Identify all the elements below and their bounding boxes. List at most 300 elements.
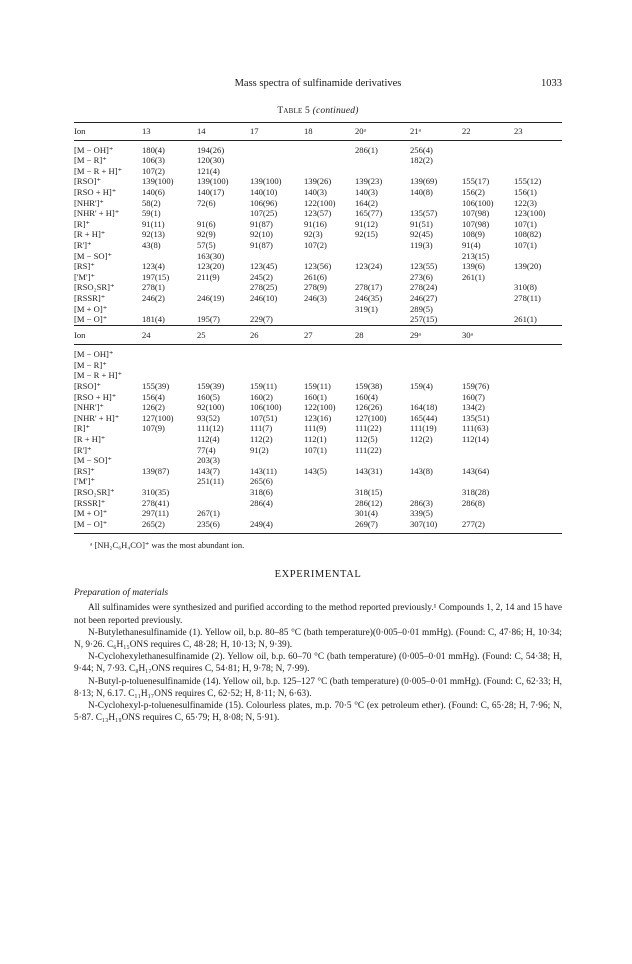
intensity-cell <box>193 304 246 315</box>
intensity-cell <box>510 251 562 262</box>
intensity-cell: 57(5) <box>197 239 216 250</box>
column-header-compound: 28 <box>355 329 364 340</box>
mass-spectra-table <box>74 122 562 529</box>
intensity-cell <box>406 345 458 360</box>
intensity-cell <box>138 370 193 381</box>
intensity-cell: 286(8) <box>462 497 485 508</box>
section-heading: EXPERIMENTAL <box>274 569 362 581</box>
intensity-cell: 139(69) <box>410 176 438 187</box>
table-caption <box>74 106 562 122</box>
intensity-cell: 93(52) <box>197 412 220 423</box>
ion-label: [R']⁺ <box>74 239 92 250</box>
intensity-cell <box>246 304 300 315</box>
column-header-compound: 18 <box>304 126 313 136</box>
intensity-cell <box>458 445 510 456</box>
ion-label: [RSO]⁺ <box>74 381 101 392</box>
intensity-cell: 111(63) <box>462 423 489 434</box>
table-row <box>74 498 562 509</box>
intensity-cell: 278(9) <box>304 282 327 293</box>
ion-label: [R]⁺ <box>74 218 90 229</box>
column-header-ion: Ion <box>74 329 86 340</box>
ion-label: [NHR' + H]⁺ <box>74 412 120 423</box>
ion-label: [NHR' + H]⁺ <box>74 208 120 219</box>
intensity-cell <box>510 166 562 177</box>
intensity-cell <box>138 455 193 466</box>
table-row <box>74 445 562 456</box>
table-row <box>74 187 562 198</box>
intensity-cell <box>458 155 510 166</box>
intensity-cell <box>138 360 193 371</box>
intensity-cell: 273(6) <box>410 271 433 282</box>
intensity-cell <box>193 487 246 498</box>
column-header-compound: 13 <box>142 126 151 136</box>
intensity-cell: 246(19) <box>197 292 225 303</box>
table-row <box>74 413 562 424</box>
intensity-cell: 246(35) <box>355 292 383 303</box>
intensity-cell: 261(6) <box>304 271 327 282</box>
intensity-cell: 127(100) <box>142 412 174 423</box>
intensity-cell: 278(25) <box>250 282 278 293</box>
table-row <box>74 219 562 230</box>
intensity-cell <box>300 140 351 155</box>
intensity-cell <box>351 240 406 251</box>
intensity-cell: 140(8) <box>410 186 433 197</box>
intensity-cell: 111(9) <box>304 423 327 434</box>
intensity-cell: 159(39) <box>197 381 225 392</box>
page-number: 1033 <box>541 78 562 89</box>
intensity-cell: 139(100) <box>197 176 229 187</box>
intensity-cell: 107(51) <box>250 412 278 423</box>
ion-label: [RSSR]⁺ <box>74 292 106 303</box>
intensity-cell: 121(4) <box>197 165 220 176</box>
intensity-cell <box>351 272 406 283</box>
intensity-cell: 111(12) <box>197 423 224 434</box>
table-row <box>74 466 562 477</box>
table-row <box>74 176 562 187</box>
intensity-cell: 92(45) <box>410 229 433 240</box>
intensity-cell: 160(7) <box>462 391 485 402</box>
intensity-cell: 143(64) <box>462 465 490 476</box>
intensity-cell: 111(7) <box>250 423 273 434</box>
table-row <box>74 272 562 283</box>
ion-label: [M − O]⁺ <box>74 518 108 529</box>
paragraph: N-Cyclohexylethanesulfinamide (2). Yellow oil, b.p. 60–70 °C (bath temperature) (0·005–0·01 mmHg). (Found: C, 54·38; H, 9·44; N, 7·93. C₈H₁₇ONS requires C, 54·81; H, 9·78; N, 7·99). <box>74 652 562 675</box>
running-header <box>74 78 562 96</box>
intensity-cell: 277(2) <box>462 518 485 529</box>
intensity-cell: 278(24) <box>410 282 438 293</box>
intensity-cell: 111(19) <box>410 423 437 434</box>
intensity-cell: 59(1) <box>142 208 161 219</box>
intensity-cell: 155(17) <box>462 176 490 187</box>
ion-label: [M − SO]⁺ <box>74 250 113 261</box>
intensity-cell: 91(12) <box>355 218 378 229</box>
ion-label: [RSO + H]⁺ <box>74 391 117 402</box>
column-header-compound: 22 <box>462 126 471 136</box>
intensity-cell: 107(2) <box>304 239 327 250</box>
intensity-cell: 159(11) <box>250 381 277 392</box>
intensity-cell <box>300 370 351 381</box>
intensity-cell: 112(1) <box>304 434 327 445</box>
intensity-cell: 286(3) <box>410 497 433 508</box>
intensity-cell: 140(3) <box>304 186 327 197</box>
paragraph: N-Butylethanesulfinamide (1). Yellow oil, b.p. 80–85 °C (bath temperature)(0·005–0·01 mmHg). (Found: C, 47·86; H, 10·34; N, 9·26. C₆H₁₅ONS requires C, 48·28; H, 10·13; N, 9·39). <box>74 627 562 650</box>
intensity-cell: 123(57) <box>304 208 332 219</box>
paragraph: All sulfinamides were synthesized and purified according to the method reported previously.¹ Compounds 1, 2, 14 and 15 have not been reported previously. <box>74 603 562 626</box>
intensity-cell <box>510 487 562 498</box>
intensity-cell: 181(4) <box>142 314 165 325</box>
table-row <box>74 261 562 272</box>
intensity-cell: 107(25) <box>250 208 278 219</box>
column-header-compound: 23 <box>514 126 523 136</box>
intensity-cell: 122(100) <box>304 402 336 413</box>
intensity-cell <box>406 455 458 466</box>
intensity-cell <box>406 251 458 262</box>
intensity-cell: 307(10) <box>410 518 438 529</box>
intensity-cell: 229(7) <box>250 314 273 325</box>
intensity-cell: 165(44) <box>410 412 438 423</box>
intensity-cell <box>458 304 510 315</box>
intensity-cell: 143(11) <box>250 465 277 476</box>
subsection-heading: Preparation of materials <box>74 588 169 599</box>
ion-label: [NHR']⁺ <box>74 402 104 413</box>
intensity-cell: 92(13) <box>142 229 165 240</box>
intensity-cell <box>246 166 300 177</box>
table-row <box>74 166 562 177</box>
intensity-cell: 126(26) <box>355 402 383 413</box>
ion-label: [R + H]⁺ <box>74 229 106 240</box>
column-header-ion: Ion <box>74 126 86 136</box>
column-header-compound: 21ᵃ <box>410 126 421 136</box>
intensity-cell: 159(76) <box>462 381 490 392</box>
intensity-cell: 108(9) <box>462 229 485 240</box>
intensity-cell: 77(4) <box>197 444 216 455</box>
intensity-cell: 165(77) <box>355 208 383 219</box>
intensity-cell: 135(57) <box>410 208 438 219</box>
intensity-cell: 140(6) <box>142 186 165 197</box>
intensity-cell <box>246 455 300 466</box>
intensity-cell <box>246 345 300 360</box>
intensity-cell: 91(87) <box>250 218 273 229</box>
intensity-cell: 106(3) <box>142 155 165 166</box>
intensity-cell <box>510 272 562 283</box>
ion-label: [R + H]⁺ <box>74 434 106 445</box>
intensity-cell: 112(5) <box>355 434 378 445</box>
table-row <box>74 487 562 498</box>
intensity-cell <box>510 498 562 509</box>
intensity-cell <box>246 508 300 519</box>
experimental-text <box>74 602 562 724</box>
table-row <box>74 508 562 519</box>
column-header-compound: 29ᵃ <box>410 329 421 340</box>
intensity-cell: 159(4) <box>410 381 433 392</box>
table-row <box>74 251 562 262</box>
intensity-cell <box>406 392 458 403</box>
table-bottom-rule <box>74 529 562 534</box>
table-row <box>74 360 562 371</box>
table-row <box>74 293 562 304</box>
intensity-cell: 156(1) <box>514 186 537 197</box>
intensity-cell: 269(7) <box>355 518 378 529</box>
intensity-cell: 261(1) <box>514 314 537 325</box>
table-row <box>74 455 562 466</box>
intensity-cell: 139(87) <box>142 465 170 476</box>
table-row <box>74 314 562 325</box>
column-header-compound <box>510 325 562 345</box>
intensity-cell: 139(20) <box>514 261 542 272</box>
intensity-cell <box>300 314 351 325</box>
intensity-cell: 139(100) <box>142 176 174 187</box>
intensity-cell: 134(2) <box>462 402 485 413</box>
table-row <box>74 345 562 360</box>
intensity-cell <box>193 345 246 360</box>
table-header-row-2 <box>74 325 562 345</box>
intensity-cell <box>458 370 510 381</box>
intensity-cell: 143(7) <box>197 465 220 476</box>
intensity-cell <box>246 370 300 381</box>
intensity-cell <box>300 345 351 360</box>
column-header-compound: 24 <box>142 329 151 340</box>
intensity-cell: 139(6) <box>462 261 485 272</box>
intensity-cell: 120(30) <box>197 155 225 166</box>
intensity-cell <box>458 293 510 304</box>
table-row <box>74 423 562 434</box>
column-header-compound: 30ᵃ <box>462 329 473 340</box>
intensity-cell <box>510 476 562 487</box>
intensity-cell: 265(6) <box>250 476 273 487</box>
intensity-cell: 278(41) <box>142 497 170 508</box>
ion-label: [RSO + H]⁺ <box>74 186 117 197</box>
intensity-cell: 140(17) <box>197 186 225 197</box>
intensity-cell: 92(3) <box>304 229 323 240</box>
intensity-cell <box>510 423 562 434</box>
intensity-cell <box>458 166 510 177</box>
intensity-cell: 140(3) <box>355 186 378 197</box>
intensity-cell: 180(4) <box>142 144 165 155</box>
ion-label: [M − R + H]⁺ <box>74 165 123 176</box>
intensity-cell: 72(6) <box>197 197 216 208</box>
column-header-compound: 26 <box>250 329 259 340</box>
intensity-cell: 127(100) <box>355 412 387 423</box>
intensity-cell: 92(9) <box>197 229 216 240</box>
table-row <box>74 304 562 315</box>
intensity-cell: 58(2) <box>142 197 161 208</box>
intensity-cell <box>300 166 351 177</box>
intensity-cell: 182(2) <box>410 155 433 166</box>
intensity-cell <box>510 519 562 530</box>
intensity-cell: 143(5) <box>304 465 327 476</box>
ion-label: [RSO]⁺ <box>74 176 101 187</box>
intensity-cell: 135(51) <box>462 412 490 423</box>
ion-label: [R']⁺ <box>74 444 92 455</box>
intensity-cell: 91(11) <box>142 218 165 229</box>
intensity-cell: 339(5) <box>410 508 433 519</box>
intensity-cell: 111(22) <box>355 444 382 455</box>
intensity-cell: 249(4) <box>250 518 273 529</box>
intensity-cell: 122(3) <box>514 197 537 208</box>
intensity-cell: 108(82) <box>514 229 542 240</box>
intensity-cell <box>351 166 406 177</box>
intensity-cell: 318(6) <box>250 487 273 497</box>
paragraph: N-Cyclohexyl-p-toluenesulfinamide (15). Colourless plates, m.p. 70·5 °C (ex petroleum ether). (Found: C, 65·28; H, 7·96; N, 5·87. C₁₃H₁₉ONS requires C, 65·79; H, 8·08; N, 5·91). <box>74 701 562 724</box>
ion-label: [RS]⁺ <box>74 261 95 272</box>
intensity-cell: 107(98) <box>462 218 490 229</box>
intensity-cell <box>458 476 510 487</box>
table-row <box>74 402 562 413</box>
intensity-cell: 160(2) <box>250 391 273 402</box>
intensity-cell: 159(38) <box>355 381 383 392</box>
intensity-cell: 160(5) <box>197 391 220 402</box>
intensity-cell <box>510 381 562 392</box>
table-row <box>74 282 562 293</box>
intensity-cell <box>406 370 458 381</box>
intensity-cell <box>510 402 562 413</box>
intensity-cell: 107(98) <box>462 208 490 219</box>
intensity-cell: 106(96) <box>250 197 278 208</box>
intensity-cell <box>138 304 193 315</box>
intensity-cell: 278(1) <box>142 282 165 293</box>
ion-label: [M − R]⁺ <box>74 359 107 370</box>
ion-label: [NHR']⁺ <box>74 197 104 208</box>
ion-label: [RSO₂SR]⁺ <box>74 487 115 497</box>
intensity-cell: 289(5) <box>410 303 433 314</box>
intensity-cell: 91(2) <box>250 444 269 455</box>
intensity-cell: 123(100) <box>514 208 546 219</box>
intensity-cell: 246(27) <box>410 292 438 303</box>
intensity-cell <box>138 476 193 487</box>
table-header-row-1 <box>74 123 562 141</box>
intensity-cell <box>138 445 193 456</box>
intensity-cell: 160(1) <box>304 391 327 402</box>
intensity-cell: 106(100) <box>462 197 494 208</box>
table-row <box>74 208 562 219</box>
intensity-cell: 211(9) <box>197 271 220 282</box>
intensity-cell <box>246 251 300 262</box>
intensity-cell: 143(8) <box>410 465 433 476</box>
intensity-cell <box>458 282 510 293</box>
intensity-cell: 267(1) <box>197 508 220 519</box>
intensity-cell <box>300 487 351 498</box>
intensity-cell: 143(31) <box>355 465 383 476</box>
intensity-cell: 194(26) <box>197 144 225 155</box>
paragraph: N-Butyl-p-toluenesulfinamide (14). Yellow oil, b.p. 125–127 °C (bath temperature) (0·005–0·01 mmHg). (Found: C, 62·33; H, 8·13; N, 6.17. C₁₁H₁₇ONS requires C, 62·52; H, 8·11; N, 6·63). <box>74 676 562 699</box>
table-row <box>74 519 562 530</box>
intensity-cell <box>458 508 510 519</box>
intensity-cell: 112(14) <box>462 434 489 445</box>
intensity-cell: 251(11) <box>197 476 224 487</box>
table-row <box>74 229 562 240</box>
intensity-cell: 107(9) <box>142 423 165 434</box>
intensity-cell <box>510 466 562 477</box>
intensity-cell: 112(4) <box>197 434 220 445</box>
intensity-cell <box>300 508 351 519</box>
intensity-cell: 111(22) <box>355 423 382 434</box>
ion-label: [M − R]⁺ <box>74 155 107 166</box>
intensity-cell: 319(1) <box>355 303 378 314</box>
intensity-cell <box>246 360 300 371</box>
intensity-cell <box>458 140 510 155</box>
intensity-cell: 91(4) <box>462 239 481 250</box>
intensity-cell: 156(4) <box>142 391 165 402</box>
intensity-cell <box>138 345 193 360</box>
intensity-cell: 92(15) <box>355 229 378 240</box>
ion-label: [M − SO]⁺ <box>74 455 113 466</box>
table-row <box>74 240 562 251</box>
ion-label: [RSO₂SR]⁺ <box>74 282 115 293</box>
intensity-cell: 112(2) <box>410 434 433 445</box>
intensity-cell <box>193 360 246 371</box>
intensity-cell: 155(39) <box>142 381 170 392</box>
running-title: Mass spectra of sulfinamide derivatives <box>234 78 402 89</box>
intensity-cell <box>351 251 406 262</box>
intensity-cell: 123(16) <box>304 412 332 423</box>
intensity-cell: 119(3) <box>410 239 433 250</box>
intensity-cell <box>406 487 458 498</box>
table-row <box>74 198 562 209</box>
intensity-cell: 246(3) <box>304 292 327 303</box>
intensity-cell: 123(55) <box>410 261 438 272</box>
intensity-cell <box>510 455 562 466</box>
intensity-cell: 126(2) <box>142 402 165 413</box>
ion-label: [M + O]⁺ <box>74 303 108 314</box>
intensity-cell: 246(10) <box>250 292 278 303</box>
intensity-cell: 91(51) <box>410 218 433 229</box>
intensity-cell: 107(2) <box>142 165 165 176</box>
intensity-cell: 106(100) <box>250 402 282 413</box>
intensity-cell: 286(12) <box>355 497 383 508</box>
intensity-cell: 139(26) <box>304 176 332 187</box>
intensity-cell: 278(11) <box>514 292 541 303</box>
ion-label: [M − OH]⁺ <box>74 144 114 155</box>
intensity-cell: 203(3) <box>197 455 220 466</box>
intensity-cell <box>510 155 562 166</box>
intensity-cell: 160(4) <box>355 391 378 402</box>
intensity-cell: 123(56) <box>304 261 332 272</box>
intensity-cell: 123(4) <box>142 261 165 272</box>
intensity-cell <box>300 455 351 466</box>
intensity-cell <box>510 392 562 403</box>
intensity-cell <box>351 155 406 166</box>
column-header-compound: 25 <box>197 329 206 340</box>
intensity-cell <box>138 251 193 262</box>
intensity-cell <box>510 345 562 360</box>
intensity-cell: 123(24) <box>355 261 383 272</box>
intensity-cell: 139(23) <box>355 176 383 187</box>
intensity-cell: 139(100) <box>250 176 282 187</box>
ion-label: [M + O]⁺ <box>74 508 108 519</box>
table-footnote: ᵃ [NH₂C₆H₄CO]⁺ was the most abundant ion. <box>90 540 245 551</box>
table-row <box>74 392 562 403</box>
ion-label: [RS]⁺ <box>74 465 95 476</box>
intensity-cell: 164(2) <box>355 197 378 208</box>
ion-label: [M − R + H]⁺ <box>74 370 123 381</box>
intensity-cell: 257(15) <box>410 314 438 325</box>
intensity-cell: 123(20) <box>197 261 225 272</box>
intensity-cell: 155(12) <box>514 176 542 187</box>
intensity-cell <box>406 166 458 177</box>
intensity-cell <box>510 413 562 424</box>
column-header-compound: 27 <box>304 329 313 340</box>
intensity-cell <box>300 519 351 530</box>
intensity-cell: 107(1) <box>514 239 537 250</box>
column-header-compound: 20ᵃ <box>355 126 366 136</box>
ion-label: ['M']⁺ <box>74 476 95 487</box>
intensity-cell: 91(16) <box>304 218 327 229</box>
intensity-cell: 112(2) <box>250 434 273 445</box>
intensity-cell <box>510 508 562 519</box>
intensity-cell: 318(28) <box>462 487 490 497</box>
intensity-cell <box>300 155 351 166</box>
intensity-cell <box>510 370 562 381</box>
